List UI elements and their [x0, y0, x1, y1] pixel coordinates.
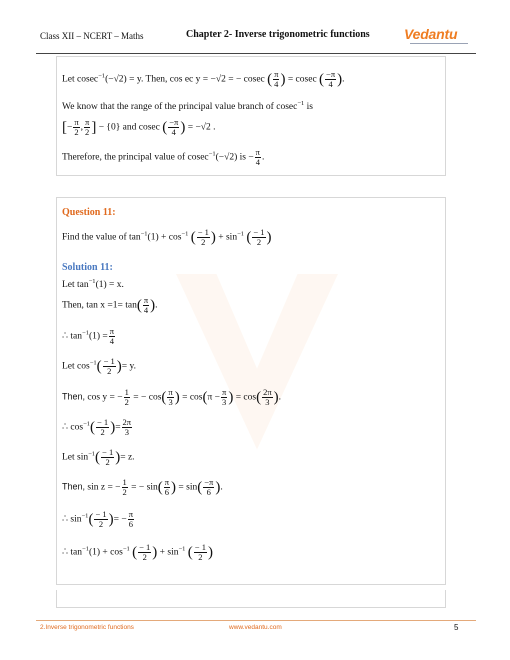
header-rule [36, 53, 476, 54]
sol-line7: Let $\sin^{-1}$( $\frac{- 1}{2}$ )= z. [62, 447, 135, 467]
box1-line3: [− $\frac{\pi}{2}$ , $\frac{\pi}{2}$ ] − {0} and cosec ( $\frac{-\pi}{4}$ ) = −√2 . [62, 117, 216, 137]
footer-rule [36, 620, 476, 621]
question-text: Find the value of $\tan^{-1}(1) + \cos^{-1}$ ( $\frac{- 1}{2}$ ) + $\sin^{-1}$ ( $\frac{- 1}{2}$ ) [62, 227, 272, 247]
solution-heading: Solution 11: [62, 262, 113, 273]
sol-line8: Then, sin z = − $\frac{1}{2}$ = − sin( $\frac{\pi}{6}$ ) = sin( $\frac{-\pi}{6}$ ). [62, 477, 223, 497]
sol-line1: Let $\tan^{-1}(1) = x$. [62, 278, 124, 290]
sol-line10: ∴ $\tan^{-1}(1) + \cos^{-1}$ ( $\frac{- 1}{2}$ ) + $\sin^{-1}$ ( $\frac{- 1}{2}$ ) [62, 542, 213, 562]
page-number: 5 [454, 623, 459, 632]
logo-text: Vedantu [404, 26, 458, 42]
sol-line5: Then, cos y = − $\frac{1}{2}$ = − cos( $\frac{\pi}{3}$ ) = cos(π − $\frac{\pi}{3}$ ) = cos( $\frac{2\pi}{3}$ ). [62, 387, 282, 407]
box1-line2: We know that the range of the principal value branch of cosec$^{-1}$ is [62, 100, 313, 112]
sol-line9: ∴ $\sin^{-1}$( $\frac{- 1}{2}$ )= − $\frac{\pi}{6}$ [62, 509, 133, 529]
chapter-title: Chapter 2- Inverse trigonometric functions [186, 29, 370, 40]
class-label: Class XII – NCERT – Maths [40, 31, 144, 41]
question-heading: Question 11: [62, 207, 116, 218]
box1-line1: Let cosec$^{-1}$(−√2) = y. Then, cos ec y = −√2 = − cosec ( $\frac{\pi}{4}$ ) = cosec ( $\frac{-\pi}{4}$ ). [62, 69, 345, 89]
sol-line4: Let $\cos^{-1}$( $\frac{- 1}{2}$ )= y. [62, 356, 137, 376]
sol-line3: ∴ $\tan^{-1}(1)$ = $\frac{\pi}{4}$ [62, 326, 115, 346]
sol-line2: Then, tan x =1= tan( $\frac{\pi}{4}$ ). [62, 295, 158, 315]
footer-chapter: 2.Inverse trigonometric functions [40, 624, 134, 631]
vedantu-logo [404, 26, 474, 54]
continuation-box [56, 590, 446, 608]
box1-line4: Therefore, the principal value of cosec$^{-1}$(−√2) is − $\frac{\pi}{4}$ . [62, 147, 265, 167]
sol-line6: ∴ $\cos^{-1}$( $\frac{- 1}{2}$ )= $\frac{2\pi}{3}$ [62, 417, 132, 437]
footer-website-link[interactable]: www.vedantu.com [229, 624, 282, 631]
logo-underline [410, 43, 468, 47]
